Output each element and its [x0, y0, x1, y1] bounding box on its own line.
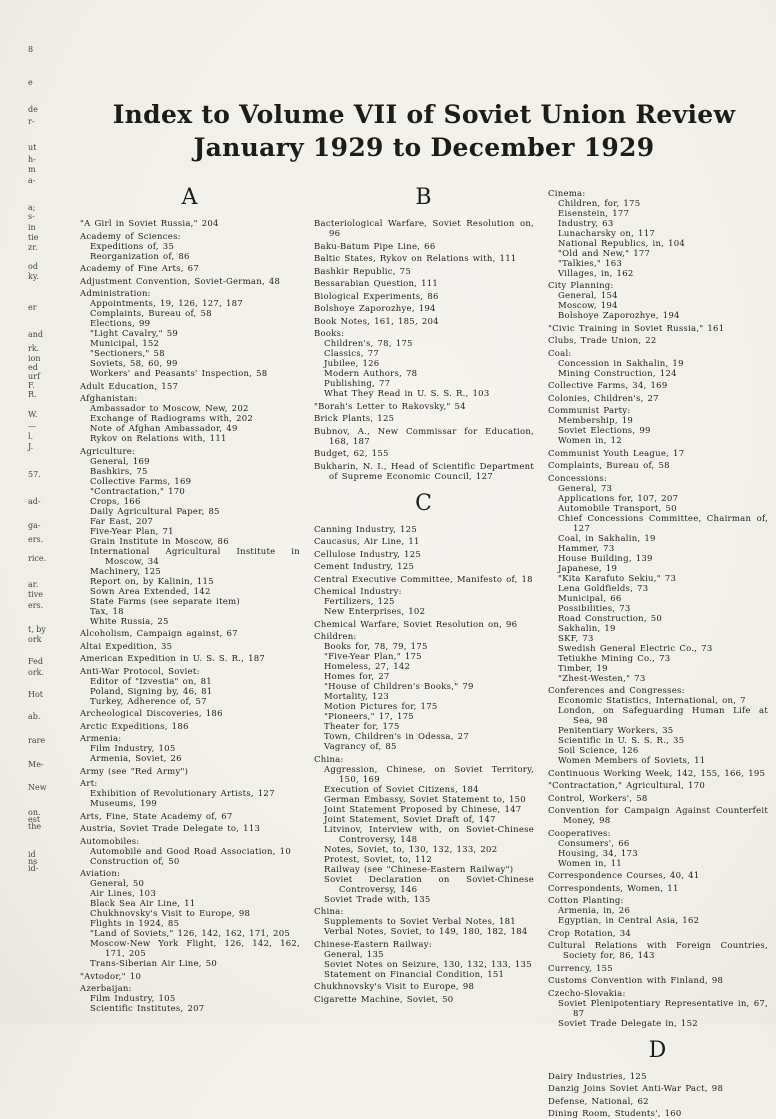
index-subentry: Expeditions of, 35	[90, 241, 175, 252]
index-subentry: Homeless, 27, 142	[324, 662, 411, 672]
index-column-3	[548, 186, 768, 1119]
index-entry: Convention for Campaign Against Counterfeit Money, 98	[548, 806, 768, 826]
margin-fragment: ut	[28, 143, 37, 152]
margin-fragment: urf	[28, 372, 40, 381]
index-column-1	[80, 186, 300, 1119]
index-subentry: Film Industry, 105	[90, 744, 176, 754]
margin-fragment: rare	[28, 736, 46, 745]
margin-fragment: the	[28, 822, 42, 831]
index-subentry: Trans-Siberian Air Line, 50	[90, 959, 218, 969]
index-subentry: Armenia, Soviet, 26	[90, 754, 182, 764]
index-subentry: Town, Children's in Odessa, 27	[324, 732, 469, 742]
index-subentry: Execution of Soviet Citizens, 184	[324, 784, 479, 795]
index-entry: Administration:	[80, 289, 151, 299]
index-subentry: Flights in 1924, 85	[90, 919, 180, 929]
index-subentry: "Pioneers," 17, 175	[324, 712, 414, 722]
index-subentry: Moscow-New York Flight, 126, 142, 162, 171, 205	[90, 939, 300, 959]
index-entry: Art:	[80, 779, 98, 789]
index-entry: Anti-War Protocol, Soviet:	[80, 666, 200, 677]
index-subentry: "Sectioners," 58	[90, 349, 165, 359]
index-subentry: Joint Statement Proposed by Chinese, 147	[324, 804, 522, 815]
margin-fragment: rk.	[28, 344, 40, 353]
index-subentry: London, on Safeguarding Human Life at Sea, 98	[558, 706, 768, 726]
index-subentry: Bolshoye Zaporozhye, 194	[558, 311, 680, 321]
index-subentry: Eisenstein, 177	[558, 208, 630, 219]
margin-fragment: od	[28, 262, 38, 271]
index-subentry: Penitentiary Workers, 35	[558, 726, 674, 736]
index-subentry: Protest, Soviet, to, 112	[324, 854, 432, 865]
index-subentry: Soil Science, 126	[558, 746, 639, 756]
section-letter-C: C	[415, 490, 433, 516]
index-subentry: "Old and New," 177	[558, 248, 651, 259]
margin-fragment: e	[28, 78, 33, 87]
index-subentry: Economic Statistics, International, on, 7	[558, 696, 746, 706]
index-subentry: Chukhnovsky's Visit to Europe, 98	[90, 909, 251, 919]
index-entry: "Civic Training in Soviet Russia," 161	[548, 323, 725, 334]
index-subentry: Women in, 12	[558, 436, 622, 446]
index-entry: Armenia:	[80, 734, 122, 744]
index-subentry: "Contractation," 170	[90, 486, 186, 497]
index-subentry: State Farms (see separate item)	[90, 596, 240, 607]
index-subentry: Villages, in, 162	[558, 268, 634, 279]
index-subentry: Exchange of Radiograms with, 202	[90, 414, 254, 424]
margin-fragment: zr.	[28, 243, 38, 252]
index-subentry: Soviet Plenipotentiary Representative in, 67, 87	[558, 998, 768, 1019]
index-subentry: Editor of "Izvestia" on, 81	[90, 676, 212, 687]
index-entry: Children:	[314, 632, 357, 642]
index-entry: Azerbaijan:	[80, 984, 132, 994]
index-subentry: Women Members of Soviets, 11	[558, 756, 706, 766]
margin-fragment: est	[28, 815, 41, 824]
index-entry: Coal:	[548, 348, 572, 359]
index-entry: Canning Industry, 125	[314, 524, 417, 535]
index-subentry: Scientific Institutes, 207	[90, 1004, 205, 1014]
index-entry: Bacteriological Warfare, Soviet Resolution on, 96	[314, 219, 534, 239]
index-entry: Bolshoye Zaporozhye, 194	[314, 304, 436, 314]
index-subentry: Books for, 78, 79, 175	[324, 642, 428, 652]
index-entry: Agriculture:	[80, 446, 136, 457]
index-entry: Academy of Sciences:	[80, 231, 181, 242]
index-entry: Baltic States, Rykov on Relations with, 111	[314, 254, 517, 264]
index-subentry: Construction of, 50	[90, 856, 180, 867]
index-entry: Bukharin, N. I., Head of Scientific Department of Supreme Economic Council, 127	[314, 461, 534, 482]
index-subentry: Notes, Soviet, to, 130, 132, 133, 202	[324, 844, 498, 855]
margin-fragment: W.	[28, 410, 38, 419]
index-subentry: Timber, 19	[558, 663, 608, 674]
index-entry: Automobiles:	[80, 836, 140, 847]
index-subentry: Joint Statement, Soviet Draft of, 147	[324, 814, 496, 825]
index-subentry: Aggression, Chinese, on Soviet Territory, 150, 169	[324, 764, 534, 785]
index-entry: Dairy Industries, 125	[548, 1071, 647, 1082]
index-subentry: Report on, by Kalinin, 115	[90, 576, 214, 587]
section-letter-A: A	[181, 185, 199, 210]
index-subentry: Collective Farms, 169	[90, 476, 192, 487]
index-entry: Bashkir Republic, 75	[314, 266, 411, 277]
index-subentry: Homes for, 27	[324, 672, 390, 682]
margin-fragment: Me-	[28, 760, 44, 769]
index-subentry: Lunacharsky on, 117	[558, 228, 656, 239]
index-entry: Dining Room, Students', 160	[548, 1109, 682, 1119]
margin-fragment: 8	[28, 45, 34, 54]
index-entry: Archeological Discoveries, 186	[80, 709, 223, 719]
index-subentry: German Embassy, Soviet Statement to, 150	[324, 794, 526, 805]
index-entry: Adjustment Convention, Soviet-German, 48	[80, 276, 281, 287]
index-subentry: What They Read in U. S. S. R., 103	[324, 389, 490, 399]
index-entry: Continuous Working Week, 142, 155, 166, 195	[548, 768, 766, 779]
margin-fragment: Hot	[28, 690, 44, 699]
margin-fragment: ga-	[28, 521, 41, 530]
index-entry: City Planning:	[548, 281, 614, 291]
index-subentry: Motion Pictures for, 175	[324, 702, 438, 712]
index-entry: Arts, Fine, State Academy of, 67	[80, 811, 233, 822]
margin-fragment: ion	[28, 354, 41, 363]
index-entry: Afghanistan:	[80, 394, 138, 404]
index-subentry: Note of Afghan Ambassador, 49	[90, 424, 238, 434]
index-subentry: General, 135	[324, 949, 384, 960]
index-entry: Budget, 62, 155	[314, 449, 389, 459]
index-entry: Conferences and Congresses:	[548, 686, 685, 696]
index-subentry: Air Lines, 103	[90, 889, 156, 899]
index-subentry: Elections, 99	[90, 319, 151, 329]
index-subentry: Daily Agricultural Paper, 85	[90, 506, 220, 517]
index-subentry: Ambassador to Moscow, New, 202	[90, 404, 249, 414]
index-subentry: Possibilities, 73	[558, 603, 631, 614]
index-entry: Communist Youth League, 17	[548, 448, 685, 459]
margin-fragment: in	[28, 223, 36, 232]
index-subentry: "Zhest-Westen," 73	[558, 673, 646, 684]
margin-fragment: ab.	[28, 712, 41, 721]
index-subentry: General, 154	[558, 291, 618, 301]
margin-fragment: R.	[28, 390, 37, 399]
margin-fragment: ork	[28, 635, 42, 644]
index-subentry: Membership, 19	[558, 416, 634, 426]
index-entry: Cinema:	[548, 188, 586, 199]
index-subentry: Soviet Trade Delegate in, 152	[558, 1018, 698, 1029]
index-subentry: SKF, 73	[558, 633, 594, 644]
index-entry: China:	[314, 907, 344, 917]
margin-fragment: r-	[28, 117, 35, 126]
index-columns	[80, 186, 768, 1119]
margin-fragment: ed	[28, 363, 38, 372]
page-title-line1: Index to Volume VII of Soviet Union Review	[112, 100, 736, 129]
index-entry: "Borah's Letter to Rakovsky," 54	[314, 401, 466, 412]
index-entry: Concessions:	[548, 473, 608, 484]
margin-fragment: ork.	[28, 668, 45, 677]
index-entry: Austria, Soviet Trade Delegate to, 113	[80, 824, 261, 834]
index-subentry: Chief Concessions Committee, Chairman of, 127	[558, 513, 768, 534]
index-subentry: Appointments, 19, 126, 127, 187	[90, 299, 243, 309]
margin-fragment: h-	[28, 155, 36, 164]
margin-fragment: ers.	[28, 535, 44, 544]
index-entry: Bubnov, A., New Commissar for Education, 168, 187	[314, 426, 534, 447]
index-subentry: Applications for, 107, 207	[558, 493, 679, 504]
margin-fragment: rice.	[28, 554, 47, 563]
index-entry: Aviation:	[80, 869, 121, 879]
index-subentry: Statement on Financial Condition, 151	[324, 969, 505, 980]
index-subentry: Soviet Trade with, 135	[324, 894, 431, 905]
page-title-line2: January 1929 to December 1929	[193, 133, 655, 162]
index-entry: Control, Workers', 58	[548, 793, 648, 804]
index-subentry: Complaints, Bureau of, 58	[90, 309, 212, 319]
margin-fragment: and	[28, 330, 44, 339]
index-entry: Complaints, Bureau of, 58	[548, 461, 670, 471]
index-subentry: Sakhalin, 19	[558, 623, 616, 634]
page-title	[80, 98, 768, 164]
index-subentry: General, 50	[90, 879, 145, 889]
index-subentry: Moscow, 194	[558, 301, 618, 311]
index-subentry: Five-Year Plan, 71	[90, 526, 174, 537]
index-subentry: Publishing, 77	[324, 379, 391, 389]
index-subentry: Industry, 63	[558, 218, 614, 229]
margin-fragment: New	[28, 783, 47, 792]
index-subentry: Machinery, 125	[90, 566, 162, 577]
index-entry: Defense, National, 62	[548, 1096, 649, 1107]
index-subentry: "Land of Soviets," 126, 142, 162, 171, 205	[90, 929, 291, 939]
margin-fragment: id-	[28, 864, 39, 873]
margin-fragment: ky.	[28, 272, 39, 281]
index-subentry: House Building, 139	[558, 553, 653, 564]
index-entry: American Expedition in U. S. S. R., 187	[80, 654, 266, 664]
index-subentry: Museums, 199	[90, 799, 158, 809]
index-subentry: Tax, 18	[90, 606, 124, 617]
index-subentry: Supplements to Soviet Verbal Notes, 181	[324, 917, 516, 927]
index-subentry: Modern Authors, 78	[324, 369, 418, 379]
index-entry: Army (see "Red Army")	[80, 766, 189, 777]
index-entry: Bessarabian Question, 111	[314, 279, 439, 289]
index-subentry: White Russia, 25	[90, 616, 169, 627]
margin-fragment: Fed	[28, 657, 43, 666]
index-entry: Alcoholism, Campaign against, 67	[80, 629, 238, 639]
index-subentry: Armenia, in, 26	[558, 906, 631, 916]
margin-fragment: tie	[28, 233, 39, 242]
index-subentry: Soviet Elections, 99	[558, 426, 651, 436]
index-entry: Cement Industry, 125	[314, 562, 415, 572]
index-subentry: Exhibition of Revolutionary Artists, 127	[90, 789, 275, 799]
index-subentry: Consumers', 66	[558, 838, 630, 849]
index-column-2	[314, 186, 534, 1119]
margin-fragment: tive	[28, 590, 44, 599]
index-subentry: "Talkies," 163	[558, 258, 623, 269]
index-entry: Arctic Expeditions, 186	[80, 721, 189, 732]
margin-fragment: l.	[28, 432, 34, 441]
index-subentry: "House of Children's Books," 79	[324, 682, 474, 692]
index-entry: Books:	[314, 329, 345, 339]
margin-fragment: ns	[28, 857, 38, 866]
index-subentry: New Enterprises, 102	[324, 607, 426, 617]
index-subentry: General, 73	[558, 483, 613, 494]
index-subentry: Grain Institute in Moscow, 86	[90, 536, 229, 547]
index-subentry: Automobile and Good Road Association, 10	[90, 846, 291, 857]
margin-fragment: id	[28, 850, 36, 859]
index-subentry: Classics, 77	[324, 349, 380, 359]
margin-fragment: on.	[28, 808, 41, 817]
index-subentry: Theater for, 175	[324, 722, 400, 732]
margin-fragment: er	[28, 303, 37, 312]
index-entry: Cellulose Industry, 125	[314, 549, 422, 560]
index-entry: Altai Expedition, 35	[80, 641, 173, 652]
index-entry: Cotton Planting:	[548, 896, 624, 906]
index-subentry: Hammer, 73	[558, 543, 615, 554]
index-entry: Brick Plants, 125	[314, 414, 395, 424]
index-subentry: Automobile Transport, 50	[558, 503, 677, 514]
index-subentry: Railway (see "Chinese-Eastern Railway")	[324, 864, 514, 875]
margin-fragment: J.	[28, 442, 34, 451]
index-entry: Central Executive Committee, Manifesto of, 18	[314, 574, 533, 585]
index-subentry: Jubilee, 126	[324, 359, 380, 369]
margin-fragment: F.	[28, 381, 35, 390]
index-subentry: Tetiukhe Mining Co., 73	[558, 653, 671, 664]
index-subentry: Black Sea Air Line, 11	[90, 899, 196, 909]
index-entry: Adult Education, 157	[80, 381, 179, 392]
index-subentry: "Five-Year Plan," 175	[324, 652, 422, 662]
index-entry: Cigarette Machine, Soviet, 50	[314, 994, 454, 1005]
index-subentry: Crops, 166	[90, 496, 141, 507]
index-entry: Crop Rotation, 34	[548, 928, 632, 939]
index-subentry: Mining Construction, 124	[558, 368, 677, 379]
margin-fragment: m	[28, 165, 36, 174]
index-subentry: Road Construction, 50	[558, 613, 663, 624]
index-entry: Chukhnovsky's Visit to Europe, 98	[314, 982, 475, 992]
index-subentry: Soviet Declaration on Soviet-Chinese Controversy, 146	[324, 874, 534, 895]
index-subentry: Egyptian, in Central Asia, 162	[558, 916, 700, 926]
index-entry: "A Girl in Soviet Russia," 204	[80, 219, 219, 229]
margin-fragment: ad-	[28, 497, 41, 506]
index-subentry: Far East, 207	[90, 516, 154, 527]
index-entry: Chemical Warfare, Soviet Resolution on, 96	[314, 619, 518, 630]
index-subentry: Children's, 78, 175	[324, 339, 413, 349]
index-entry: Collective Farms, 34, 169	[548, 381, 668, 391]
index-entry: Biological Experiments, 86	[314, 291, 439, 302]
index-subentry: Rykov on Relations with, 111	[90, 434, 227, 444]
index-entry: Chinese-Eastern Railway:	[314, 939, 432, 950]
index-subentry: National Republics, in, 104	[558, 238, 686, 249]
index-entry: Colonies, Children's, 27	[548, 393, 659, 404]
index-entry: Correspondence Courses, 40, 41	[548, 871, 700, 881]
index-subentry: Municipal, 66	[558, 593, 622, 604]
index-subentry: Coal, in Sakhalin, 19	[558, 533, 656, 544]
index-subentry: Swedish General Electric Co., 73	[558, 643, 713, 654]
index-subentry: General, 169	[90, 456, 150, 467]
margin-fragment: s-	[28, 212, 35, 221]
index-subentry: Workers' and Peasants' Inspection, 58	[90, 369, 268, 379]
margin-fragment: ar.	[28, 580, 39, 589]
index-entry: Caucasus, Air Line, 11	[314, 537, 420, 547]
section-letter-D: D	[648, 1037, 668, 1063]
index-subentry: Concession in Sakhalin, 19	[558, 358, 684, 369]
index-subentry: International Agricultural Institute in Moscow, 34	[90, 546, 300, 567]
index-subentry: Bashkirs, 75	[90, 466, 148, 477]
index-entry: Clubs, Trade Union, 22	[548, 336, 657, 346]
index-subentry: Mortality, 123	[324, 692, 390, 702]
index-subentry: Japanese, 19	[558, 563, 618, 574]
index-entry: "Contractation," Agricultural, 170	[548, 781, 706, 791]
margin-fragment: a;	[28, 203, 36, 212]
index-subentry: Film Industry, 105	[90, 994, 176, 1004]
section-letter-B: B	[415, 185, 433, 210]
index-subentry: Reorganization of, 86	[90, 251, 190, 262]
margin-fragment: —	[28, 422, 36, 431]
index-page-content	[80, 98, 768, 1119]
index-subentry: "Kita Karafuto Sekiu," 73	[558, 573, 677, 584]
index-entry: Cultural Relations with Foreign Countries, Society for, 86, 143	[548, 941, 768, 961]
margin-fragment: t, by	[28, 625, 46, 634]
index-entry: Danzig Joins Soviet Anti-War Pact, 98	[548, 1084, 724, 1094]
index-subentry: Turkey, Adherence of, 57	[90, 696, 207, 707]
index-entry: Customs Convention with Finland, 98	[548, 976, 724, 986]
index-subentry: Housing, 34, 173	[558, 848, 638, 859]
index-subentry: Children, for, 175	[558, 198, 641, 209]
index-entry: Baku-Batum Pipe Line, 66	[314, 241, 436, 252]
index-entry: Correspondents, Women, 11	[548, 883, 679, 894]
index-subentry: Verbal Notes, Soviet, to 149, 180, 182, 184	[324, 927, 528, 937]
index-subentry: Vagrancy of, 85	[324, 742, 397, 752]
margin-fragment: 57.	[28, 470, 41, 479]
margin-fragment: ers.	[28, 601, 44, 610]
index-entry: Chemical Industry:	[314, 587, 402, 597]
index-subentry: Soviets, 58, 60, 99	[90, 359, 178, 369]
index-subentry: Women in, 11	[558, 858, 622, 869]
index-subentry: "Light Cavalry," 59	[90, 329, 179, 339]
margin-fragment: a-	[28, 176, 36, 185]
index-entry: Communist Party:	[548, 406, 631, 416]
index-subentry: Sown Area Extended, 142	[90, 586, 211, 597]
page-edge-margin-strip	[0, 0, 70, 1024]
index-subentry: Municipal, 152	[90, 339, 160, 349]
index-entry: Czecho-Slovakia:	[548, 988, 626, 999]
index-subentry: Lena Goldfields, 73	[558, 583, 649, 594]
index-subentry: Scientific in U. S. S. R., 35	[558, 736, 685, 746]
index-entry: Cooperatives:	[548, 828, 611, 839]
index-subentry: Fertilizers, 125	[324, 597, 395, 607]
index-entry: "Avtodor," 10	[80, 971, 142, 982]
index-subentry: Soviet Notes on Seizure, 130, 132, 133, 135	[324, 959, 532, 970]
index-entry: Academy of Fine Arts, 67	[80, 264, 199, 274]
index-subentry: Poland, Signing by, 46, 81	[90, 686, 213, 697]
index-entry: China:	[314, 754, 344, 765]
index-entry: Book Notes, 161, 185, 204	[314, 316, 439, 327]
index-entry: Currency, 155	[548, 963, 613, 974]
margin-fragment: de	[28, 105, 38, 114]
index-subentry: Litvinov, Interview with, on Soviet-Chinese Controversy, 148	[324, 824, 534, 845]
